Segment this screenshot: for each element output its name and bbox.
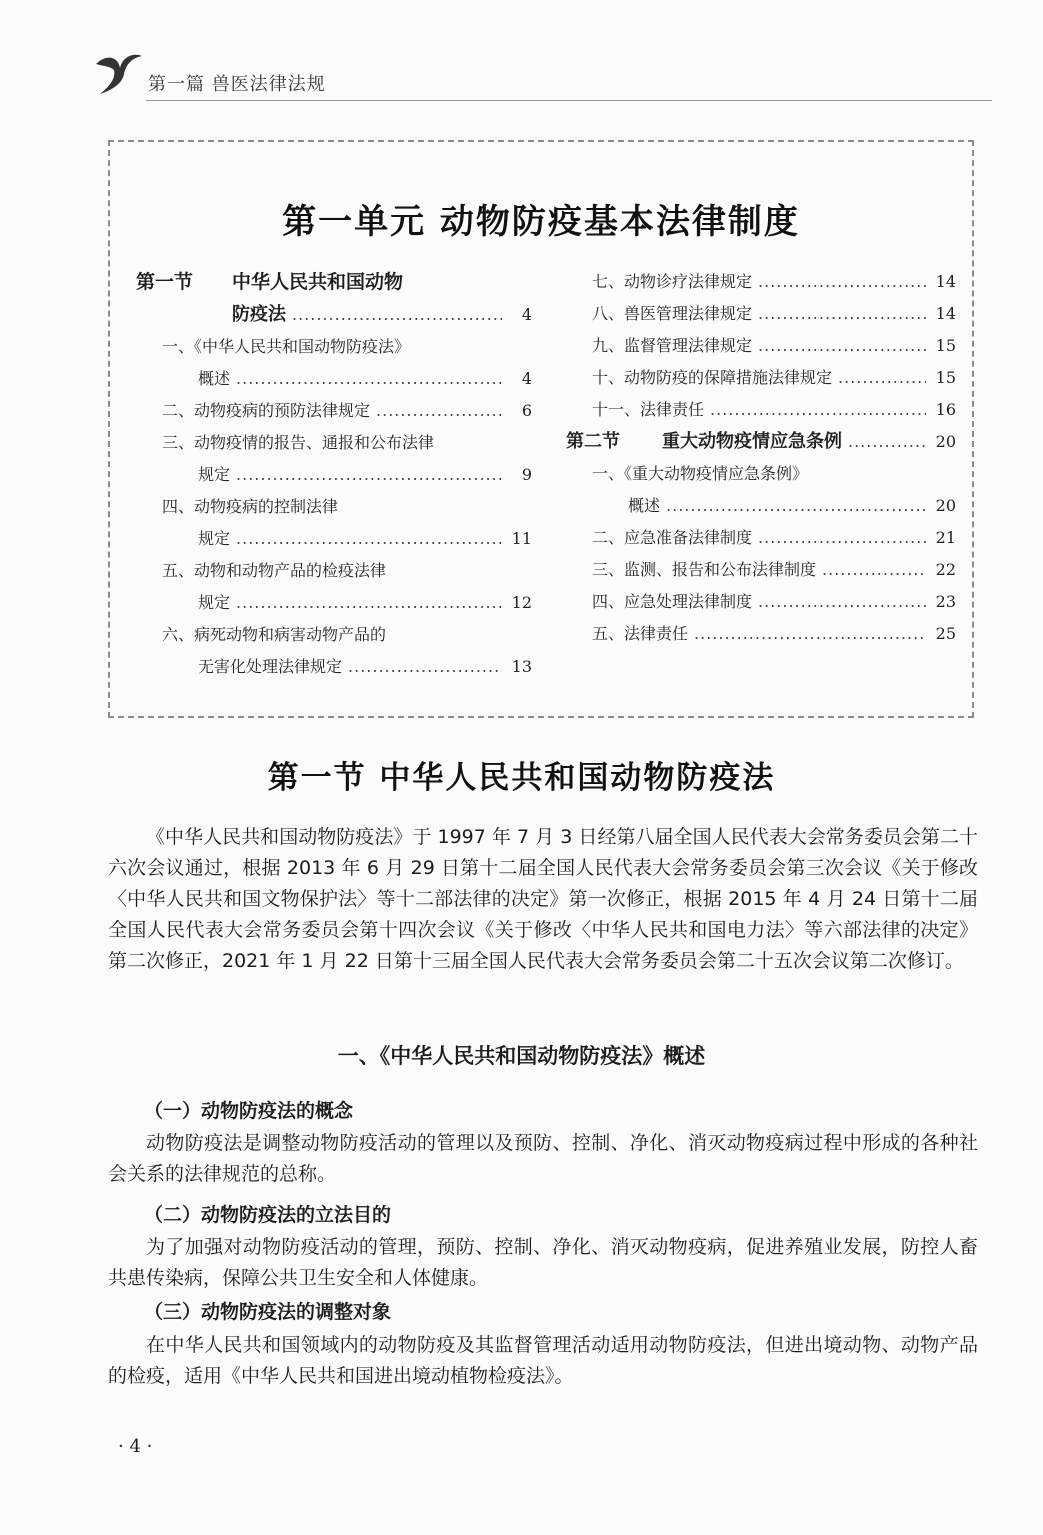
toc-entry[interactable]: 规定 ..... 11	[136, 523, 532, 555]
toc-entry[interactable]: 五、动物和动物产品的检疫法律	[162, 561, 387, 580]
toc-entry[interactable]: 规定 ..... 9	[136, 459, 532, 491]
item-1-text: 动物防疫法是调整动物防疫活动的管理以及预防、控制、净化、消灭动物疫病过程中形成的各种社会关系的法律规范的总称。	[108, 1132, 978, 1185]
toc-entry[interactable]: 五、法律责任 ..... 25	[566, 618, 956, 650]
unit-toc-box	[108, 140, 974, 718]
toc-entry[interactable]: 八、兽医管理法律规定 ..... 14	[566, 298, 956, 330]
section-heading: 第一节 中华人民共和国动物防疫法	[267, 760, 776, 796]
item-2-text: 为了加强对动物防疫活动的管理，预防、控制、净化、消灭动物疫病，促进养殖业发展，防控人畜共患传染病，保障公共卫生安全和人体健康。	[108, 1236, 978, 1289]
unit-title: 第一单元 动物防疫基本法律制度	[282, 202, 800, 242]
toc-entry[interactable]: 四、动物疫病的控制法律	[162, 497, 339, 516]
toc-entry[interactable]: 一、《中华人民共和国动物防疫法》	[162, 337, 411, 356]
toc-section-2-title[interactable]: 第二节 重大动物疫情应急条例 ..... 20	[566, 426, 956, 458]
toc-entry[interactable]: 一、《重大动物疫情应急条例》	[592, 464, 809, 483]
toc-entry[interactable]: 九、监督管理法律规定 ..... 15	[566, 330, 956, 362]
item-3-text: 在中华人民共和国领域内的动物防疫及其监督管理活动适用动物防疫法，但进出境动物、动物产品的检疫，适用《中华人民共和国进出境动植物检疫法》。	[108, 1334, 978, 1387]
toc-right-column	[566, 266, 956, 650]
toc-entry[interactable]: 四、应急处理法律制度 ..... 23	[566, 586, 956, 618]
toc-entry[interactable]: 二、动物疫病的预防法律规定 ..... 6	[136, 395, 532, 427]
toc-entry[interactable]: 七、动物诊疗法律规定 ..... 14	[566, 266, 956, 298]
toc-entry[interactable]: 二、应急准备法律制度 ..... 21	[566, 522, 956, 554]
toc-entry[interactable]: 概述 ..... 4	[136, 363, 532, 395]
toc-section-1-title: 第一节 中华人民共和国动物	[136, 271, 404, 293]
toc-entry[interactable]: 概述 ..... 20	[566, 490, 956, 522]
intro-paragraph: 《中华人民共和国动物防疫法》于 1997 年 7 月 3 日经第八届全国人民代表大会常务委员会第二十六次会议通过，根据 2013 年 6 月 29 日第十二届全国人民代表大会常务委员会第三次会议《关于修改〈中华人民共和国文物保护法〉等十二部法律的决定》第一次修正，根据 2015 年 4 月 24 日第十二届全国人民代表大会常务委员会第十四次会议《关于修改〈中华人民共和国电力法〉等六部法律的决定》第二次修正，2021 年 1 月 22 日第十三届全国人民代表大会常务委员会第二十五次会议第二次修订。	[108, 826, 978, 972]
item-2-title: （二）动物防疫法的立法目的	[144, 1204, 392, 1226]
running-title: 第一篇 兽医法律法规	[148, 74, 326, 95]
toc-entry[interactable]: 三、动物疫情的报告、通报和公布法律	[162, 433, 435, 452]
toc-entry[interactable]: 防疫法 ..... 4	[136, 299, 532, 331]
header-rule	[146, 100, 992, 101]
toc-entry[interactable]: 规定 ..... 12	[136, 587, 532, 619]
toc-left-column	[136, 266, 532, 683]
running-header	[92, 50, 992, 110]
toc-entry[interactable]: 三、监测、报告和公布法律制度 ..... 22	[566, 554, 956, 586]
toc-entry[interactable]: 十一、法律责任 ..... 16	[566, 394, 956, 426]
item-3-title: （三）动物防疫法的调整对象	[144, 1301, 392, 1323]
toc-entry[interactable]: 十、动物防疫的保障措施法律规定 ..... 15	[566, 362, 956, 394]
toc-entry[interactable]: 六、病死动物和病害动物产品的	[162, 625, 387, 644]
toc-entry[interactable]: 无害化处理法律规定 ..... 13	[136, 651, 532, 683]
subsection-heading: 一、《中华人民共和国动物防疫法》概述	[337, 1044, 706, 1068]
item-1-title: （一）动物防疫法的概念	[144, 1100, 354, 1122]
swallow-logo-icon	[92, 50, 144, 98]
page-number: · 4 ·	[118, 1436, 153, 1457]
